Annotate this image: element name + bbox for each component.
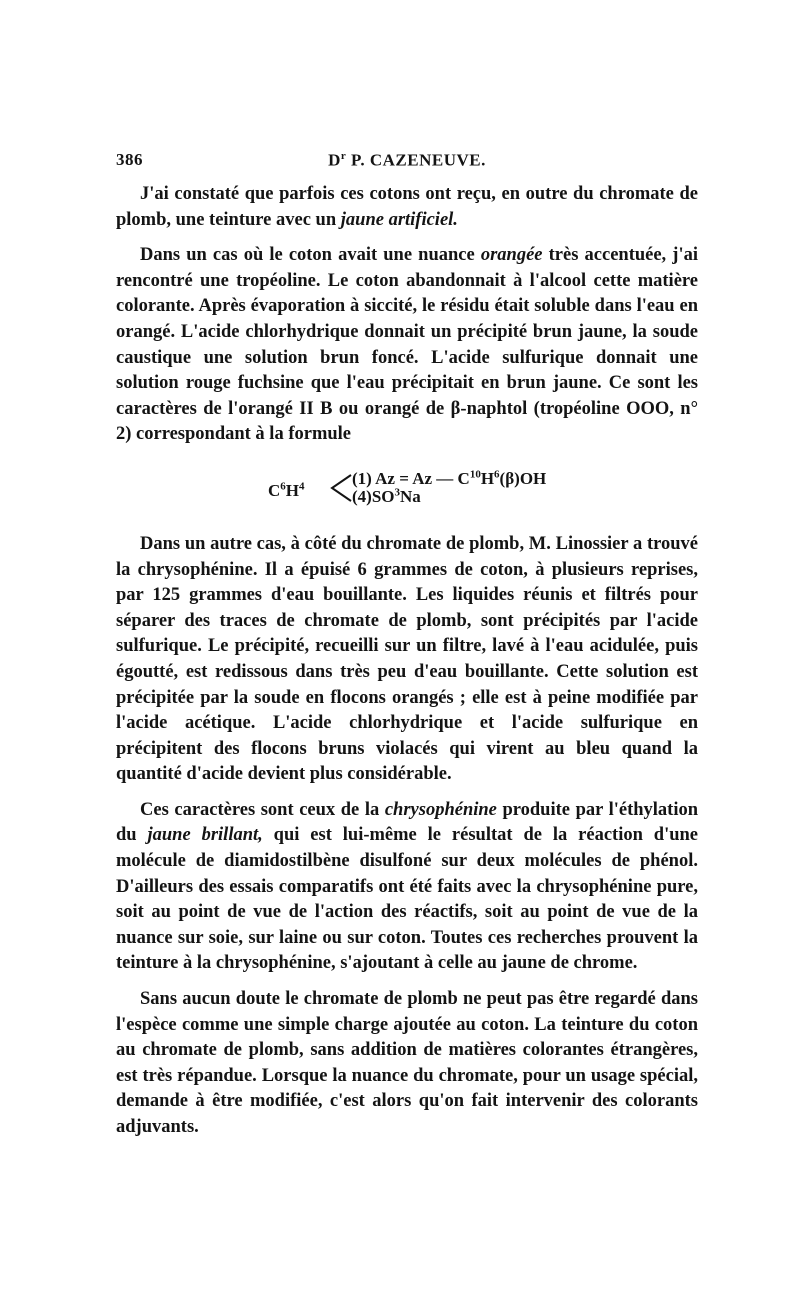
formula-h-sup: 4 bbox=[299, 480, 305, 493]
formula-lower-pos: (4)SO bbox=[352, 486, 395, 506]
paragraph-1-italic: jaune artificiel. bbox=[340, 209, 458, 230]
chemical-formula bbox=[116, 468, 698, 512]
page-number: 386 bbox=[116, 150, 143, 169]
paragraph-4-italic-a: chrysophénine bbox=[384, 799, 497, 820]
paragraph-1 bbox=[116, 182, 698, 233]
paragraph-2-italic: orangée bbox=[480, 245, 543, 266]
formula-upper-sup2: 6 bbox=[494, 468, 500, 481]
formula-c-sup: 6 bbox=[280, 480, 286, 493]
formula-branch-bracket bbox=[328, 470, 352, 506]
formula-h: H bbox=[285, 480, 300, 500]
paragraph-5 bbox=[116, 987, 698, 1141]
formula-upper-h: H bbox=[480, 468, 495, 488]
page-header bbox=[116, 150, 698, 174]
paragraph-4-text-c: qui est lui-même le résultat de la réaction d'une molécule de diamidostilbène disulfoné sur deux molécules de phénol. D'ailleurs des essais comparatifs ont été faits avec la chrysophénine pure, soit au point de vue de l'action des réactifs, soit au point de vue de la nuance sur soie, sur laine ou sur coton. Toutes ces recherches prouvent la teinture à la chrysophénine, s'ajoutant à celle au jaune de chrome. bbox=[116, 825, 698, 974]
paragraph-4-italic-b: jaune brillant, bbox=[147, 825, 263, 846]
formula-c: C bbox=[268, 480, 281, 500]
author-prefix-sup: r bbox=[340, 150, 347, 162]
paragraph-4-text-a: Ces caractères sont ceux de la bbox=[140, 799, 385, 820]
paragraph-4 bbox=[116, 798, 698, 977]
formula-upper-sup1: 10 bbox=[469, 468, 481, 481]
paragraph-1-text: J'ai constaté que parfois ces cotons ont reçu, en outre du chromate de plomb, une teinture avec un bbox=[116, 184, 698, 230]
formula-upper-pos: (1) Az = Az — C bbox=[352, 468, 470, 488]
paragraph-2 bbox=[116, 243, 698, 448]
body-text bbox=[116, 182, 698, 1141]
paragraph-3 bbox=[116, 532, 698, 788]
paragraph-5-text: Sans aucun doute le chromate de plomb ne peut pas être regardé dans l'espèce comme une simple charge ajoutée au coton. La teinture du coton au chromate de plomb, sans addition de matières colorantes étrangères, est très répandue. Lorsque la nuance du chromate, pour un usage spécial, demande à être modifiée, c'est alors qu'on fait intervenir des colorants adjuvants. bbox=[116, 989, 698, 1137]
formula-lower-sup: 3 bbox=[394, 486, 400, 499]
author-name: P. CAZENEUVE. bbox=[346, 150, 486, 170]
formula-lower-end: Na bbox=[400, 486, 421, 506]
paragraph-4-text-b: produite par l'éthylation du bbox=[116, 799, 698, 846]
formula-base bbox=[268, 478, 305, 504]
paragraph-3-text: Dans un autre cas, à côté du chromate de plomb, M. Linossier a trouvé la chrysophénine. Il a épuisé 6 grammes de coton, à plusieurs reprises, par 125 grammes d'eau bouillante. Les liquides réunis et filtrés pour séparer des traces de chromate de plomb, sont précipités par l'acide sulfurique. Le précipité, recueilli sur un filtre, lavé à l'eau acidulée, puis égoutté, est redissous dans très peu d'eau bouillante. Cette solution est précipitée par la soude en flocons orangés ; elle est à peine modifiée par l'acide acétique. L'acide chlorhydrique et l'acide sulfurique en précipitent des flocons bruns violacés qui virent au bleu quand la quantité d'acide devient plus considérable. bbox=[116, 533, 698, 785]
formula-lower-branch bbox=[352, 484, 421, 510]
formula-upper-end: (β)OH bbox=[499, 468, 547, 488]
running-head bbox=[116, 150, 698, 171]
paragraph-2-text-b: très accentuée, j'ai rencontré une tropéoline. Le coton abandonnait à l'alcool cette matière colorante. Après évaporation à siccité, le résidu était soluble dans l'eau en orangé. L'acide chlorhydrique donnait un précipité brun jaune, la soude caustique une solution brun foncé. L'acide sulfurique donnait une solution rouge fuchsine que l'eau précipitait en brun jaune. Ce sont les caractères de l'orangé II B ou orangé de β-naphtol (tropéoline OOO, n° 2) correspondant à la formule bbox=[116, 245, 698, 445]
author-prefix: D bbox=[328, 150, 341, 170]
paragraph-2-text-a: Dans un cas où le coton avait une nuance bbox=[140, 245, 481, 266]
